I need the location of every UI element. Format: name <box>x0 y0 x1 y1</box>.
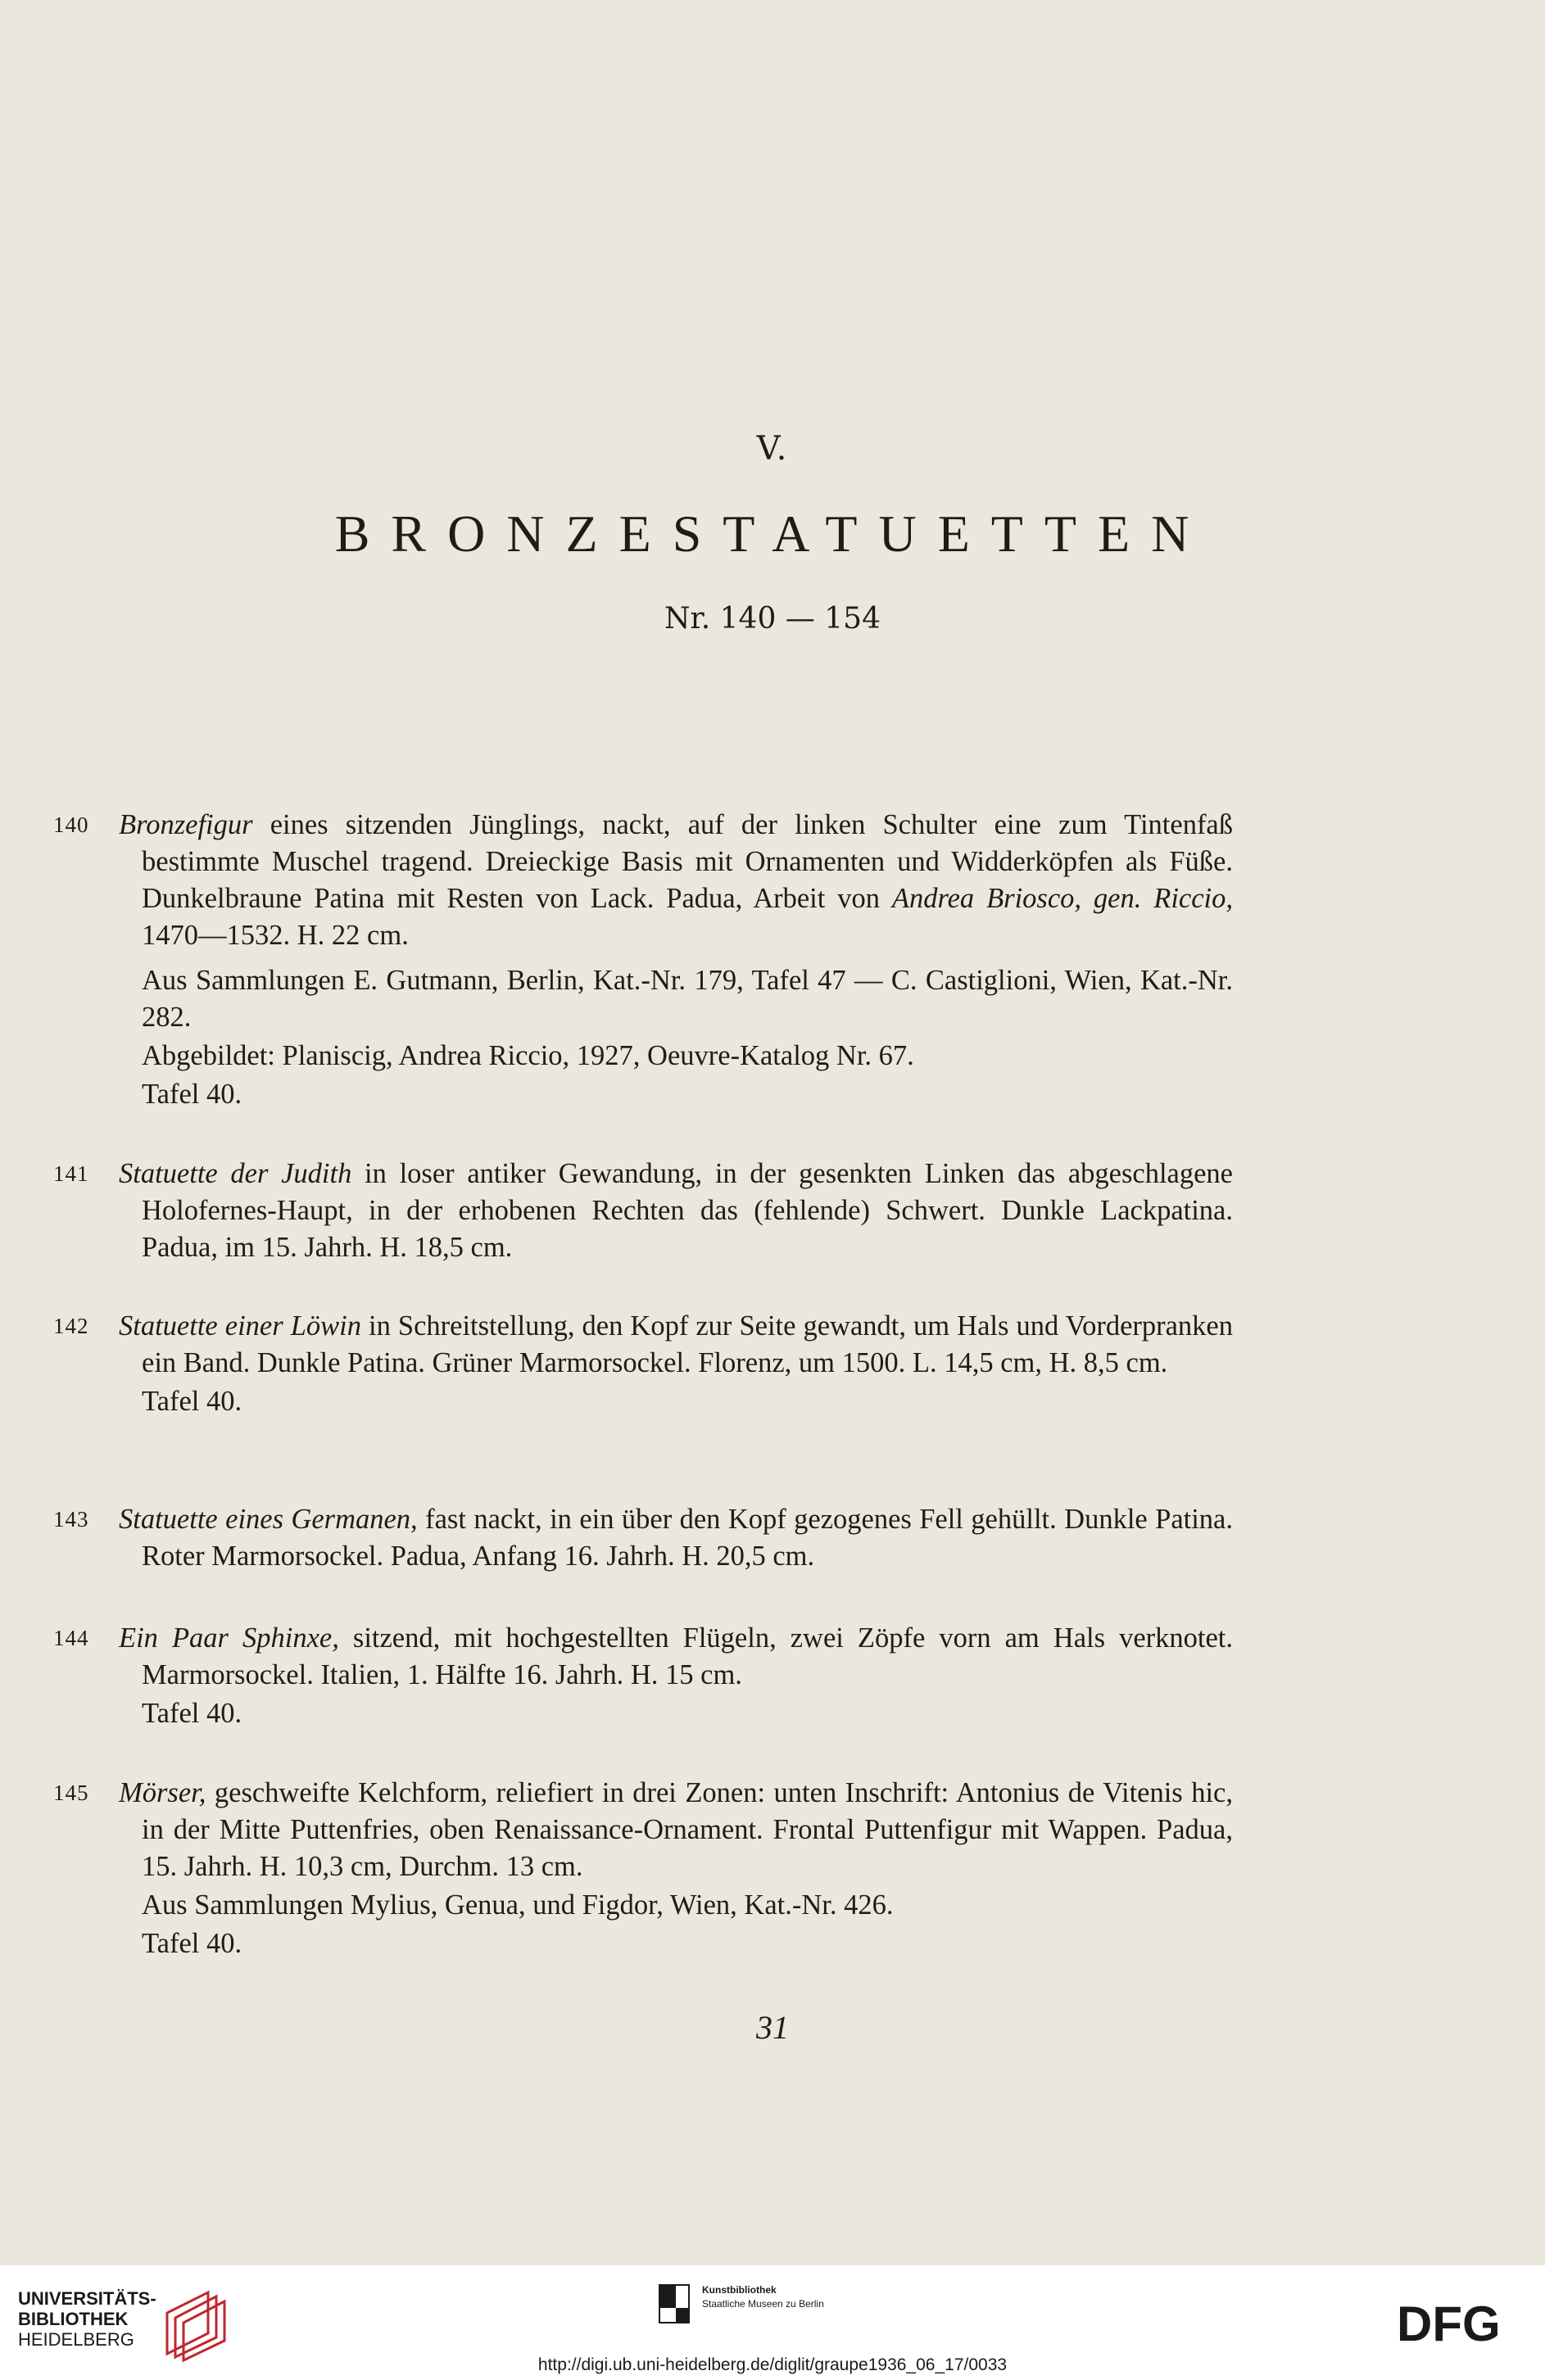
permalink-url[interactable]: http://digi.ub.uni-heidelberg.de/diglit/graupe1936_06_17/0033 <box>537 2355 1008 2374</box>
entry-plate: Tafel 40. <box>142 1386 242 1417</box>
ub-book-mark-icon <box>159 2288 233 2362</box>
entry-description: Statuette einer Löwin in Schreitstellung, den Kopf zur Seite gewandt, um Hals und Vorderpranken ein Band. Dunkle Patina. Grüner Marmorsockel. Florenz, um 1500. L. 14,5 cm, H. 8,5 cm. <box>119 1310 1233 1378</box>
kunstbibliothek-mark-icon <box>658 2283 691 2324</box>
entry-title: Mörser, <box>119 1777 206 1808</box>
catalog-entry-141 <box>53 1156 1233 1266</box>
entry-title: Statuette einer Löwin <box>119 1310 361 1342</box>
entry-provenance: Aus Sammlungen E. Gutmann, Berlin, Kat.-Nr. 179, Tafel 47 — C. Castiglioni, Wien, Kat.-Nr. 282. <box>142 965 1233 1033</box>
entry-title: Ein Paar Sphinxe, <box>119 1622 339 1654</box>
entry-description: Mörser, geschweifte Kelchform, reliefiert in drei Zonen: unten Inschrift: Antonius de Vitenis hic, in der Mitte Puttenfries, oben Renaissance-Ornament. Frontal Puttenfigur mit Wappen. Padua, 15. Jahrh. H. 10,3 cm, Durchm. 13 cm. <box>119 1777 1233 1882</box>
catalog-entry-145 <box>53 1775 1233 1962</box>
catalog-entry-140 <box>53 807 1233 1113</box>
entry-artist: Andrea Briosco, gen. Riccio, <box>891 883 1233 914</box>
svg-text:DFG: DFG <box>1397 2298 1501 2347</box>
entry-title: Statuette eines Germanen, <box>119 1504 418 1535</box>
catalog-entry-143 <box>53 1501 1233 1575</box>
entry-plate: Tafel 40. <box>142 1698 242 1729</box>
entry-number: 142 <box>53 1314 89 1338</box>
entry-number: 143 <box>53 1507 89 1532</box>
viewer-footer <box>0 2265 1545 2380</box>
section-title: BRONZESTATUETTEN <box>334 505 1211 563</box>
entry-number: 144 <box>53 1626 89 1650</box>
page-number: 31 <box>756 2009 789 2046</box>
entry-plate: Tafel 40. <box>142 1079 242 1110</box>
section-range: Nr. 140 — 154 <box>664 602 881 636</box>
section-number: V. <box>756 430 789 468</box>
entry-description: Statuette eines Germanen, fast nackt, in ein über den Kopf gezogenes Fell gehüllt. Dunkle Patina. Roter Marmorsockel. Padua, Anfang 16. Jahrh. H. 20,5 cm. <box>119 1504 1233 1572</box>
entry-number: 141 <box>53 1161 89 1186</box>
ub-heidelberg-logo[interactable]: UNIVERSITÄTS- BIBLIOTHEK HEIDELBERG <box>18 2288 156 2350</box>
catalog-entry-142 <box>53 1308 1233 1420</box>
entry-description: Ein Paar Sphinxe, sitzend, mit hochgestellten Flügeln, zwei Zöpfe vorn am Hals verknotet. Marmorsockel. Italien, 1. Hälfte 16. Jahrh. H. 15 cm. <box>119 1622 1234 1690</box>
entry-plate: Tafel 40. <box>142 1928 242 1959</box>
entry-number: 145 <box>53 1780 89 1805</box>
entry-number: 140 <box>53 812 89 837</box>
kunstbibliothek-logo[interactable]: Kunstbibliothek Staatliche Museen zu Berlin <box>658 2283 824 2324</box>
entry-provenance: Aus Sammlungen Mylius, Genua, und Figdor, Wien, Kat.-Nr. 426. <box>142 1889 894 1921</box>
entry-description: Statuette der Judith in loser antiker Gewandung, in der gesenkten Linken das abgeschlagene Holofernes-Haupt, in der erhobenen Rechten das (fehlende) Schwert. Dunkle Lackpatina. Padua, im 15. Jahrh. H. 18,5 cm. <box>119 1158 1233 1263</box>
dfg-logo[interactable] <box>1397 2298 1528 2347</box>
entry-description: Bronzefigur eines sitzenden Jünglings, nackt, auf der linken Schulter eine zum Tintenfaß bestimmte Muschel tragend. Dreieckige Basis mit Ornamenten und Widderköpfen als Füße. Dunkelbraune Patina mit Resten von Lack. Padua, Arbeit von Andrea Briosco, gen. Riccio, 1470—1532. H. 22 cm. <box>119 809 1233 951</box>
entry-title: Statuette der Judith <box>119 1158 352 1189</box>
entry-title: Bronzefigur <box>119 809 253 840</box>
catalog-entry-144 <box>53 1620 1233 1732</box>
entry-illustrated: Abgebildet: Planiscig, Andrea Riccio, 1927, Oeuvre-Katalog Nr. 67. <box>142 1040 914 1071</box>
